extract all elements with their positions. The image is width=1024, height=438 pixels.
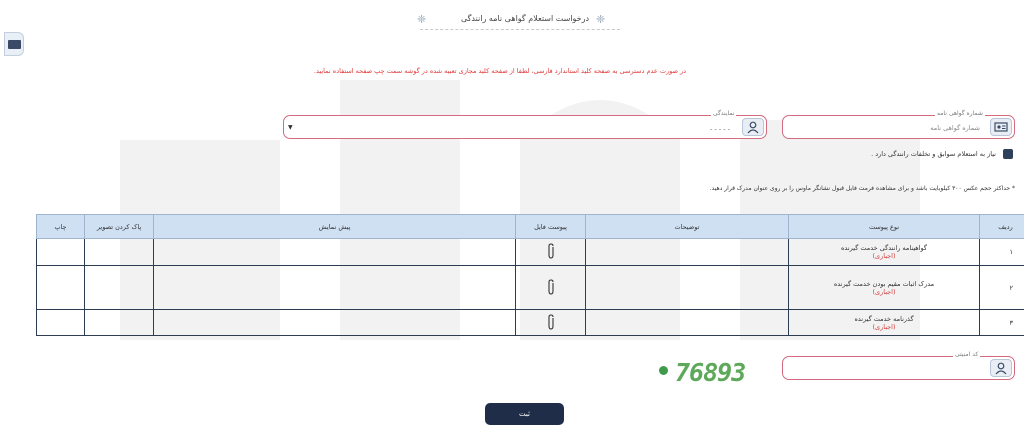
attachment-type[interactable] (789, 310, 980, 336)
security-code-input[interactable] (782, 356, 1015, 380)
attachment-type[interactable] (789, 239, 980, 266)
print-cell[interactable] (37, 239, 85, 266)
row-index: ۲ (980, 266, 1024, 310)
id-card-icon (990, 118, 1012, 136)
agency-value: - - - - - (710, 125, 730, 133)
print-cell[interactable] (37, 310, 85, 336)
paperclip-icon[interactable] (544, 278, 558, 296)
clear-image-cell[interactable] (85, 310, 154, 336)
clear-image-cell[interactable] (85, 239, 154, 266)
attach-file-cell[interactable] (516, 310, 586, 336)
column-header: پیش نمایش (154, 215, 516, 239)
required-tag: (اجباری) (872, 322, 896, 331)
column-header: پیوست فایل (516, 215, 586, 239)
description-cell[interactable] (586, 266, 789, 310)
attachment-type-label: گذرنامه خدمت گیرنده (854, 314, 914, 323)
ornament-icon: ❈ (417, 13, 427, 26)
keyboard-notice: در صورت عدم دسترسی به صفحه کلید استاندارد فارسی، لطفا از صفحه کلید مجازی تعبیه شده در گوشه سمت چپ صفحه استفاده نمایید. (313, 67, 687, 75)
column-header: توضیحات (586, 215, 789, 239)
security-code-label: کد امنیتی (955, 351, 979, 358)
history-checkbox-label: نیاز به استعلام سوابق و تخلفات رانندگی دارد . (871, 150, 996, 158)
ornament-icon: ❈ (596, 13, 606, 26)
description-cell[interactable] (586, 310, 789, 336)
row-index: ۱ (980, 239, 1024, 266)
attachment-type-label: گواهینامه رانندگی خدمت گیرنده (841, 244, 927, 252)
paperclip-icon[interactable] (544, 313, 558, 331)
column-header: پاک کردن تصویر (85, 215, 154, 239)
attachment-type[interactable] (789, 266, 980, 310)
refresh-captcha-icon[interactable] (659, 366, 668, 375)
file-size-hint: * حداکثر حجم عکس ۳۰۰ کیلوبایت باشد و برای مشاهده فرمت فایل قبول نشانگر ماوس را بر روی عنوان مدرک قرار دهید. (709, 185, 1015, 192)
attach-file-cell[interactable] (516, 266, 586, 310)
dropdown-arrow-icon: ▼ (288, 124, 293, 131)
table-row (37, 266, 1024, 310)
print-cell[interactable] (37, 266, 85, 310)
preview-cell (154, 239, 516, 266)
table-header-row (37, 215, 1024, 239)
virtual-keyboard-tab[interactable] (4, 32, 24, 56)
column-header: نوع پیوست (789, 215, 980, 239)
attachment-type-label: مدرک اثبات مقیم بودن خدمت گیرنده (833, 279, 935, 288)
preview-cell (154, 266, 516, 310)
preview-cell (154, 310, 516, 336)
page-title: درخواست استعلام گواهی نامه رانندگی (460, 14, 590, 23)
table-row (37, 239, 1024, 266)
captcha-image: 76893 (675, 358, 746, 387)
row-index: ۳ (980, 310, 1024, 336)
submit-button[interactable]: ثبت (485, 403, 564, 425)
agency-label: نمایندگی (713, 110, 735, 117)
title-divider (420, 29, 620, 30)
description-cell[interactable] (586, 239, 789, 266)
user-icon (990, 359, 1012, 377)
attach-file-cell[interactable] (516, 239, 586, 266)
attachments-table (36, 214, 1024, 336)
history-checkbox[interactable] (1003, 149, 1013, 159)
required-tag: (اجباری) (872, 287, 896, 296)
agency-select[interactable] (283, 115, 767, 139)
table-row (37, 310, 1024, 336)
column-header: چاپ (37, 215, 85, 239)
license-number-field[interactable] (782, 115, 1015, 139)
license-number-input[interactable]: شماره گواهی نامه (930, 124, 980, 132)
license-number-label: شماره گواهی نامه (937, 110, 983, 117)
paperclip-icon[interactable] (544, 242, 558, 260)
agency-person-icon (742, 118, 764, 136)
clear-image-cell[interactable] (85, 266, 154, 310)
required-tag: (اجباری) (872, 252, 896, 260)
keyboard-icon (8, 40, 21, 49)
column-header: ردیف (980, 215, 1024, 239)
